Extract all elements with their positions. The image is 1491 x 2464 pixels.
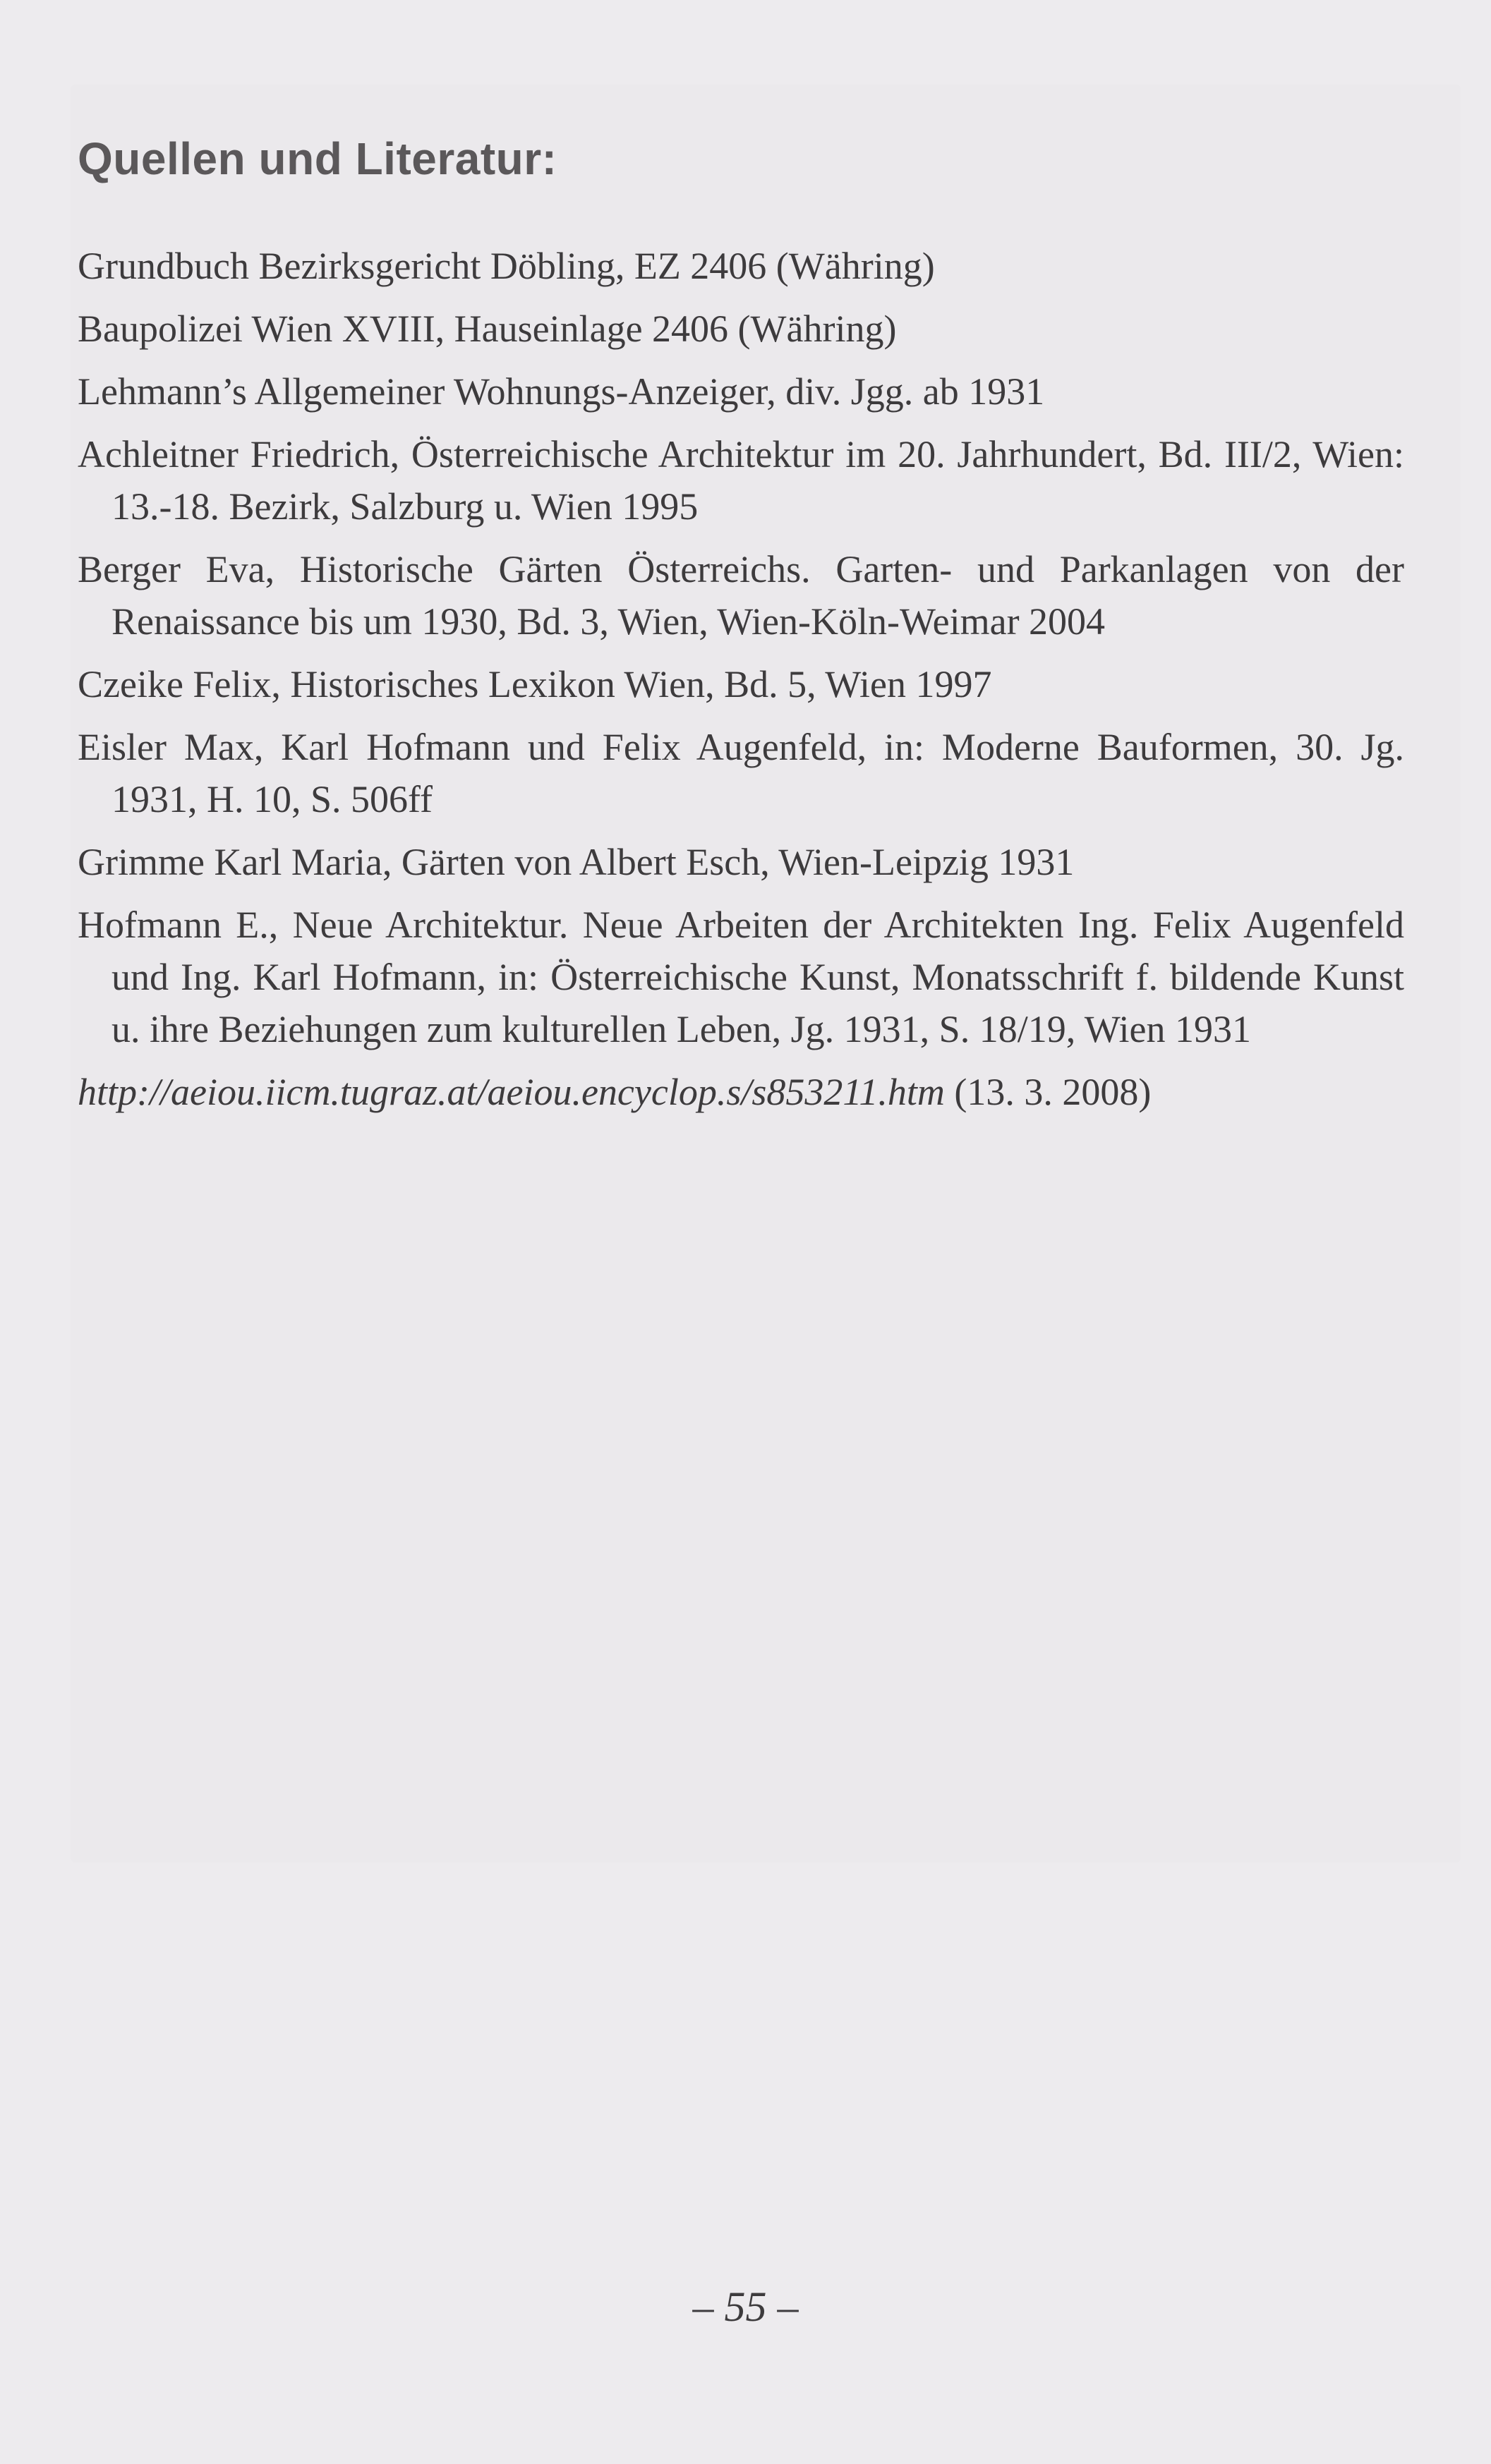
- reference-url[interactable]: http://aeiou.iicm.tugraz.at/aeiou.encyclop.s/s853211.htm: [78, 1071, 945, 1113]
- reference-item: Czeike Felix, Historisches Lexikon Wien, Bd. 5, Wien 1997: [78, 663, 992, 705]
- reference-item: Eisler Max, Karl Hofmann und Felix Augenfeld, in: Moderne Bauformen, 30. Jg. 1931, H. 10, S. 506ff: [78, 726, 1404, 820]
- reference-item-web: [78, 1066, 1404, 1118]
- reference-item: Berger Eva, Historische Gärten Österreichs. Garten- und Parkanlagen von der Renaissance bis um 1930, Bd. 3, Wien, Wien-Köln-Weimar 2004: [78, 548, 1404, 643]
- reference-item: Grimme Karl Maria, Gärten von Albert Esch, Wien-Leipzig 1931: [78, 841, 1075, 883]
- section-heading: Quellen und Literatur:: [78, 133, 557, 184]
- reference-access-date: (13. 3. 2008): [954, 1071, 1152, 1113]
- reference-item: Hofmann E., Neue Architektur. Neue Arbeiten der Architekten Ing. Felix Augenfeld und Ing. Karl Hofmann, in: Österreichische Kunst, Monatsschrift f. bildende Kunst u. ihre Beziehungen zum kulturellen Leben, Jg. 1931, S. 18/19, Wien 1931: [78, 904, 1404, 1050]
- reference-item: Grundbuch Bezirksgericht Döbling, EZ 2406 (Währing): [78, 245, 935, 287]
- reference-item: Baupolizei Wien XVIII, Hauseinlage 2406 (Währing): [78, 308, 897, 350]
- reference-item: Achleitner Friedrich, Österreichische Architektur im 20. Jahrhundert, Bd. III/2, Wien: 13.-18. Bezirk, Salzburg u. Wien 1995: [78, 433, 1404, 528]
- reference-list: [78, 240, 1404, 1129]
- page-number: – 55 –: [692, 2283, 799, 2330]
- reference-item: Lehmann’s Allgemeiner Wohnungs-Anzeiger, div. Jgg. ab 1931: [78, 370, 1045, 413]
